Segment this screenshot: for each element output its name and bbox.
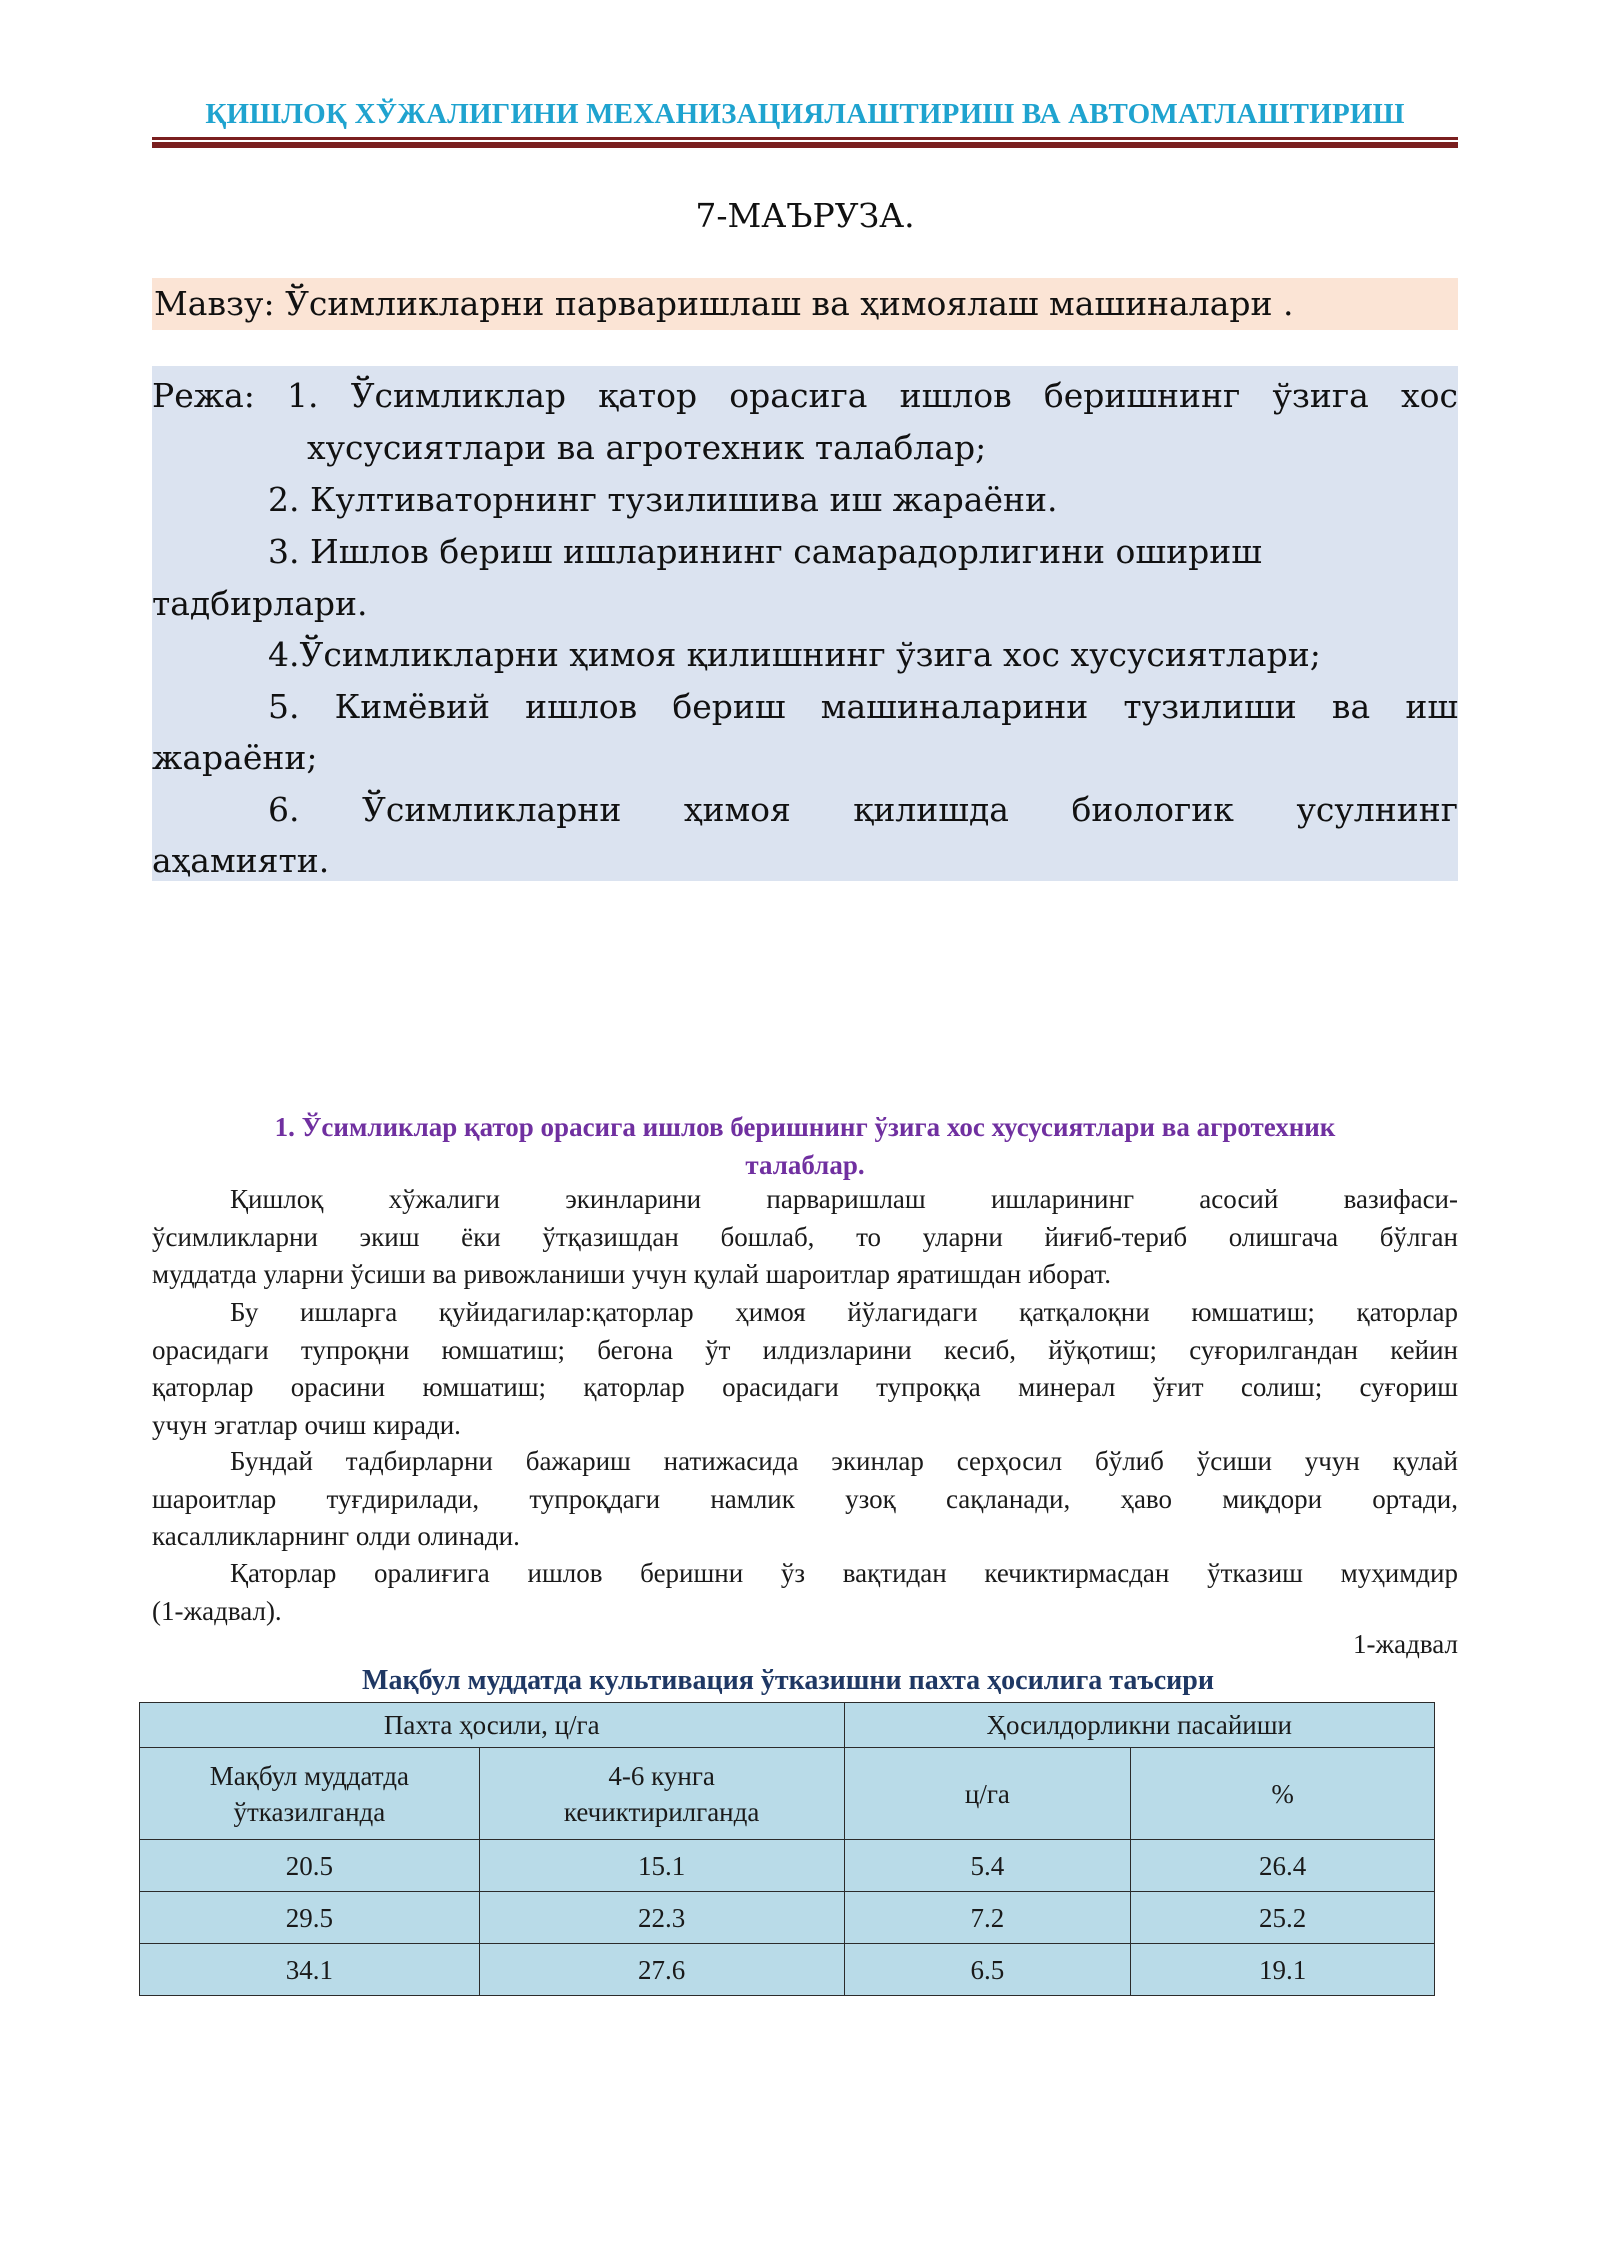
table-subheader	[140, 1748, 480, 1840]
table-subheader	[844, 1748, 1131, 1840]
data-table	[139, 1702, 1435, 1996]
table-cell: 6.5	[844, 1944, 1131, 1996]
table-row	[140, 1944, 1435, 1996]
lecture-plan	[152, 366, 1458, 881]
section-heading-line: талаблар.	[745, 1150, 865, 1180]
plan-line: 5. Кимёвий ишлов бериш машиналарини тузилиши ва иш	[268, 687, 1458, 726]
table-subheader-line: кечиктирилганда	[563, 1796, 760, 1827]
table-cell: 29.5	[140, 1892, 480, 1944]
plan-line: Режа: 1. Ўсимликлар қатор орасига ишлов беришнинг ўзига хос	[152, 376, 1458, 415]
paragraph-line: Қишлоқ хўжалиги экинларини парваришлаш ишларининг асосий вазифаси-	[230, 1184, 1458, 1214]
plan-line: 2. Култиваторнинг тузилишива иш жараёни.	[268, 480, 1058, 519]
paragraph-line: муддатда уларни ўсиши ва ривожланиши учун қулай шароитлар яратишдан иборат.	[152, 1259, 1111, 1289]
paragraph-line: касалликларнинг олди олинади.	[152, 1521, 520, 1551]
plan-line: тадбирлари.	[152, 584, 368, 623]
paragraph-line: Қаторлар оралиғига ишлов беришни ўз вақтидан кечиктирмасдан ўтказиш муҳимдир	[230, 1558, 1458, 1588]
paragraph-line: Бундай тадбирларни бажариш натижасида экинлар серҳосил бўлиб ўсиши учун қулай	[230, 1446, 1458, 1476]
paragraph	[152, 1294, 1458, 1444]
table-group-header: Ҳосилдорликни пасайиши	[844, 1703, 1434, 1748]
header-rule-thick	[152, 142, 1458, 148]
table-header-row	[140, 1703, 1435, 1748]
paragraph-line: шароитлар туғдирилади, тупроқдаги намлик узоқ сақланади, ҳаво миқдори ортади,	[152, 1483, 1458, 1514]
table-subheader-line: Мақбул муддатда	[209, 1760, 409, 1791]
lecture-title: 7-МАЪРУЗА.	[695, 196, 915, 235]
table-subheader-line: %	[1271, 1778, 1294, 1809]
paragraph	[152, 1443, 1458, 1556]
paragraph-line: қаторлар орасини юмшатиш; қаторлар орасидаги тупроққа минерал ўғит солиш; суғориш	[152, 1372, 1458, 1402]
plan-line: жараёни;	[152, 738, 318, 777]
plan-line: аҳамияти.	[152, 841, 330, 880]
table-subheader-row	[140, 1748, 1435, 1840]
table-number: 1-жадвал	[1353, 1629, 1458, 1659]
table-subheader	[1131, 1748, 1435, 1840]
table-cell: 27.6	[479, 1944, 844, 1996]
paragraph	[152, 1181, 1458, 1294]
paragraph-line: ўсимликларни экиш ёки ўтқазишдан бошлаб, то уларни йиғиб-териб олишгача бўлган	[152, 1221, 1458, 1252]
table-cell: 25.2	[1131, 1892, 1435, 1944]
plan-line: 3. Ишлов бериш ишларининг самарадорлигини ошириш	[268, 532, 1262, 571]
lecture-topic: Мавзу: Ўсимликларни парваришлаш ва ҳимоялаш машиналари .	[152, 278, 1458, 330]
table-row	[140, 1840, 1435, 1892]
table-cell: 19.1	[1131, 1944, 1435, 1996]
paragraph-line: (1-жадвал).	[152, 1595, 282, 1626]
plan-line: хусусиятлари ва агротехник талаблар;	[307, 428, 987, 467]
table-cell: 22.3	[479, 1892, 844, 1944]
table-cell: 26.4	[1131, 1840, 1435, 1892]
header-rule-thin	[152, 137, 1458, 140]
table-group-header: Пахта ҳосили, ц/га	[140, 1703, 845, 1748]
table-cell: 5.4	[844, 1840, 1131, 1892]
section-heading	[152, 1108, 1458, 1184]
table-subheader	[479, 1748, 844, 1840]
table-subheader-line: 4-6 кунга	[608, 1760, 715, 1791]
running-header: ҚИШЛОҚ ХЎЖАЛИГИНИ МЕХАНИЗАЦИЯЛАШТИРИШ ВА АВТОМАТЛАШТИРИШ	[205, 98, 1405, 130]
table-cell: 34.1	[140, 1944, 480, 1996]
table-subheader-line: ц/га	[964, 1778, 1010, 1809]
table-cell: 7.2	[844, 1892, 1131, 1944]
section-heading-line: 1. Ўсимликлар қатор орасига ишлов беришнинг ўзига хос хусусиятлари ва агротехник	[274, 1112, 1336, 1142]
table-title: Мақбул муддатда культивация ўтказишни пахта ҳосилига таъсири	[362, 1665, 1214, 1696]
table-cell: 20.5	[140, 1840, 480, 1892]
table-subheader-line: ўтказилганда	[233, 1796, 386, 1827]
table-cell: 15.1	[479, 1840, 844, 1892]
paragraph-line: учун эгатлар очиш киради.	[152, 1409, 461, 1440]
paragraph-line: Бу ишларга қуйидагилар:қаторлар ҳимоя йўлагидаги қатқалоқни юмшатиш; қаторлар	[230, 1297, 1458, 1327]
plan-line: 6. Ўсимликларни ҳимоя қилишда биологик усулнинг	[268, 790, 1458, 829]
table-row	[140, 1892, 1435, 1944]
plan-line: 4.Ўсимликларни ҳимоя қилишнинг ўзига хос хусусиятлари;	[268, 635, 1321, 674]
paragraph-line: орасидаги тупроқни юмшатиш; бегона ўт илдизларини кесиб, йўқотиш; суғорилгандан кейин	[152, 1334, 1458, 1365]
paragraph	[152, 1555, 1458, 1630]
